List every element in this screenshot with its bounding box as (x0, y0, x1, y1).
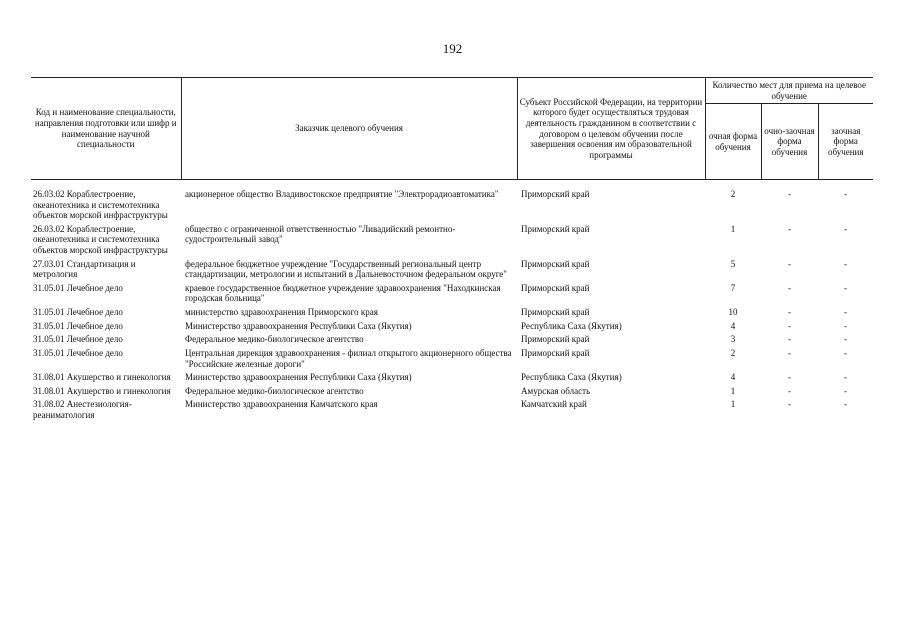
row-full-time-count: 3 (730, 334, 736, 345)
row-region: Амурская область (521, 385, 591, 396)
row-region: Приморский край (521, 223, 590, 234)
row-part-time-count: - (788, 223, 791, 234)
row-region: Приморский край (521, 347, 590, 358)
row-customer: министерство здравоохранения Приморского края (185, 307, 378, 318)
row-code: 26.03.02 Кораблестроение, океанотехника и системотехника объектов морской инфраструктуры (33, 189, 168, 221)
row-code: 31.05.01 Лечебное дело (33, 307, 123, 318)
table-row (31, 320, 873, 334)
row-code: 31.05.01 Лечебное дело (33, 334, 123, 345)
header-extramural: заочная форма обучения (818, 104, 873, 180)
row-code: 31.05.01 Лечебное дело (33, 347, 123, 358)
row-customer: Федеральное медико-биологическое агентство (185, 385, 364, 396)
row-region: Республика Саха (Якутия) (521, 372, 622, 383)
header-full-time: очная форма обучения (705, 104, 761, 180)
row-part-time-count: - (788, 258, 791, 269)
row-full-time-count: 7 (730, 282, 736, 293)
row-part-time-count: - (788, 399, 791, 410)
table-row (31, 398, 873, 422)
row-part-time-count: - (788, 372, 791, 383)
row-full-time-count: 10 (728, 307, 738, 318)
row-extramural-count: - (844, 347, 847, 358)
row-region: Приморский край (521, 307, 590, 318)
row-part-time-count: - (788, 320, 791, 331)
row-extramural-count: - (844, 372, 847, 383)
row-extramural-count: - (844, 399, 847, 410)
row-full-time-count: 4 (730, 372, 736, 383)
row-customer: Министерство здравоохранения Республики Саха (Якутия) (185, 320, 412, 331)
row-customer: Министерство здравоохранения Камчатского края (185, 399, 378, 410)
row-full-time-count: 1 (730, 223, 736, 234)
row-full-time-count: 2 (730, 347, 736, 358)
header-part-time: очно-заочная форма обучения (761, 104, 818, 180)
row-part-time-count: - (788, 347, 791, 358)
table-row (31, 188, 873, 223)
row-code: 31.08.01 Акушерство и гинекология (33, 385, 171, 396)
row-customer: краевое государственное бюджетное учреждение здравоохранения "Находкинская городская больница" (185, 282, 501, 304)
row-extramural-count: - (844, 334, 847, 345)
row-region: Приморский край (521, 258, 590, 269)
row-part-time-count: - (788, 189, 791, 199)
row-code: 31.05.01 Лечебное дело (33, 282, 123, 293)
row-extramural-count: - (844, 320, 847, 331)
header-code: Код и наименование специальности, направления подготовки или шифр и наименование научной специальности (31, 78, 181, 180)
header-quantity-group: Количество мест для приема на целевое обучение (705, 78, 873, 104)
row-extramural-count: - (844, 282, 847, 293)
row-region: Приморский край (521, 189, 590, 199)
table-row (31, 306, 873, 320)
table-row (31, 333, 873, 347)
row-full-time-count: 1 (730, 399, 736, 410)
row-region: Республика Саха (Якутия) (521, 320, 622, 331)
header-region: Субъект Российской Федерации, на территории которого будет осуществляться трудовая деятельность гражданином в соответствии с договором о целевом обучении после завершения освоения им образовательной программы (517, 78, 705, 180)
table-row (31, 282, 873, 306)
table-row (31, 371, 873, 385)
row-code: 31.08.02 Анестезиология-реаниматология (33, 399, 132, 420)
row-customer: Федеральное медико-биологическое агентство (185, 334, 364, 345)
row-extramural-count: - (844, 223, 847, 234)
table-row (31, 223, 873, 258)
row-extramural-count: - (844, 385, 847, 396)
row-extramural-count: - (844, 258, 847, 269)
row-part-time-count: - (788, 334, 791, 345)
row-part-time-count: - (788, 282, 791, 293)
table-row (31, 385, 873, 399)
row-full-time-count: 4 (730, 320, 736, 331)
row-full-time-count: 2 (730, 189, 736, 199)
row-part-time-count: - (788, 307, 791, 318)
row-customer: акционерное общество Владивостокское предприятие "Электрорадиоавтоматика" (185, 189, 499, 199)
row-extramural-count: - (844, 307, 847, 318)
row-customer: общество с ограниченной ответственностью "Ливадийский ремонтно-судостроительный завод" (185, 223, 456, 245)
row-code: 27.03.01 Стандартизация и метрология (33, 258, 136, 280)
row-code: 31.05.01 Лечебное дело (33, 320, 123, 331)
row-customer: Центральная дирекция здравоохранения - филиал открытого акционерного общества "Российские железные дороги" (185, 347, 512, 369)
row-region: Приморский край (521, 334, 590, 345)
row-customer: Министерство здравоохранения Республики Саха (Якутия) (185, 372, 412, 383)
row-code: 31.08.01 Акушерство и гинекология (33, 372, 171, 383)
targeted-training-table (31, 77, 873, 423)
row-region: Приморский край (521, 282, 590, 293)
table-body (31, 180, 873, 423)
row-region: Камчатский край (521, 399, 587, 410)
row-full-time-count: 5 (730, 258, 736, 269)
table-header (31, 78, 873, 180)
row-full-time-count: 1 (730, 385, 736, 396)
header-customer: Заказчик целевого обучения (181, 78, 517, 180)
row-code: 26.03.02 Кораблестроение, океанотехника и системотехника объектов морской инфраструктуры (33, 223, 168, 256)
page-number: 192 (442, 41, 463, 56)
table-row (31, 347, 873, 371)
table-row (31, 258, 873, 282)
row-extramural-count: - (844, 189, 847, 199)
row-customer: федеральное бюджетное учреждение "Государственный региональный центр стандартизации, метрологии и испытаний в Дальневосточном федеральном округе" (185, 258, 507, 280)
row-part-time-count: - (788, 385, 791, 396)
